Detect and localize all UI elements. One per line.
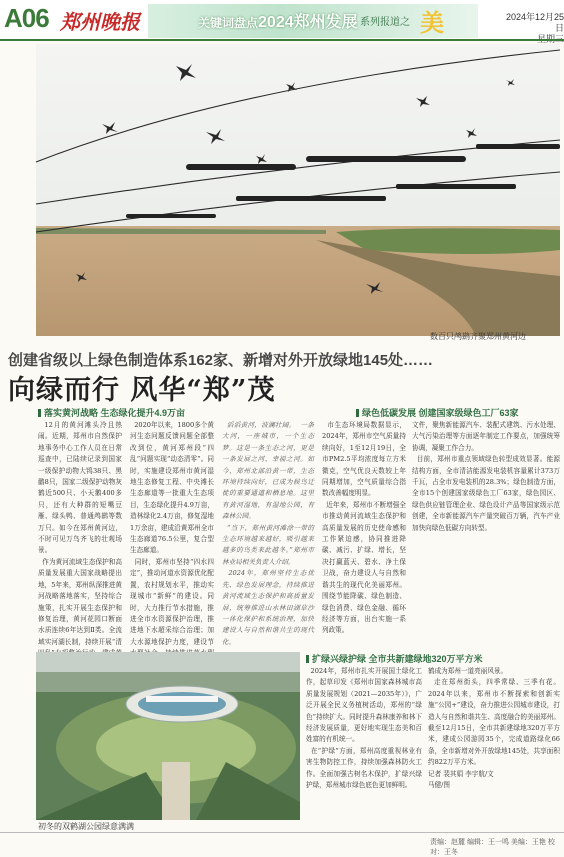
hero-photo xyxy=(36,44,560,336)
article-column-5: 文件，聚焦新能源汽车、装配式建筑、污水处理、大气污染治理等方面逐年制定工作要点，加强统筹协调，凝聚工作合力。 目前，郑州市重点领域绿色转型成效显著。能源结构方面，全市清洁能源发电装机容量累计373万千瓦，占全市发电装机的28.3%；绿色制造方面，全市15个创建国家级绿色工厂63家，绿色园区、绿色供应链管理企业、绿色设计产品等国家级示范创建，全市新能源汽车产量突破百万辆，汽车产业加快向绿色低碳方向转型。 xyxy=(412,421,560,532)
section-marker xyxy=(356,409,359,417)
section-title-text: 扩绿兴绿护绿 全市共新建绿地320万平方米 xyxy=(312,654,483,664)
article-column-2: 2020年以来，1800多个黄河生态问题反馈问题全部整改到位，黄河郑州段“四乱”问题实现“动态清零”。同时，实施建设郑州市黄河湿地生态修复工程、中央滩长生态廊道等一批重大生态项目，生态绿化提升4.9万亩，造林绿化2.4万亩，修复湿地1万余亩，建成沿黄郑州全市生态廊道76.5公里，复合型生态廊道。 同时，郑州市坚持“四水四定”，推动河道水资源优化配置，农村规划水平，推动实现城市“新鲜”的建设。同时，大力推行节水措施，推进全市水资源保护治理，推进地下水超采综合治理；加大水源地保护力度，建设节 xyxy=(130,421,214,646)
section-title-text: 落实黄河战略 生态绿化提升4.9万亩 xyxy=(44,408,186,418)
page-number: A06 xyxy=(4,3,49,33)
park-photo xyxy=(36,652,300,820)
kicker-main: 2024郑州发展 xyxy=(258,14,358,31)
article-column-7: 鹤成为郑州一道亮丽风景。 走在郑州街头，四季常绿、三季有花。2024年以来，郑州市不断探索和创新实施“公园+”建设，奋力推进公园城市建设，打造人与自然和谐共生、高度融合的美丽郑州。截至12月15日，全市共新建绿地320万平方米，建成公园游园35个，完成道路绿化66条，全市新增对外开放绿地145处，共享面积约822万平方米。 记者 裴其娟 李宇航/文 马健/图 xyxy=(428,667,560,790)
header-rule xyxy=(0,39,564,41)
section-marker xyxy=(306,655,309,663)
article-column-4: 市生态环境局数据显示，2024年，郑州市空气质量持续向好，1至12月19日，全市PM2.5平均浓度每立方米微克，空气优良天数较上年同期增加，空气质量综合指数改善幅度明显。 近年来，郑州市不断增强全市推动黄河流域生态保护和高质量发展的历史使命感和工作紧迫感，协同推进降碳、减污、扩绿、增长，坚决打赢蓝天、碧水、净土保卫战，奋力建设人与自然和谐共生的现代化美丽郑州。围绕节能降碳、绿色制造、绿色消费、绿色金融、循环经济等方面，出台实施一系列政策。 xyxy=(322,421,406,635)
date-text: 2024年12月25日 xyxy=(505,12,564,33)
park-aerial-illustration xyxy=(36,652,300,820)
section-title-lowcarbon xyxy=(356,406,519,419)
page-header xyxy=(0,0,564,40)
article-column-6: 2024年，郑州市扎实开展国土绿化工作，起草印发《郑州市国家森林城市高质量发展规划（2021—2035年）》，广泛开展全民义务植树活动，郑州的“绿色”持续扩大。同时提升森林康养和林下经济发展质量，更好地实现生态美和百姓富的有机统一。 在“护绿”方面，郑州高度重视林业有害生物防控工作，持续加强森林防火工作。全面加强古树名木保护，扩绿兴绿护绿，郑州城市绿色底色更加鲜明。 xyxy=(306,667,422,790)
section-title-ecology xyxy=(38,406,185,419)
series-word: 美 xyxy=(420,8,444,37)
page-footer xyxy=(0,832,564,856)
hero-caption: 数百只鸬鹚齐聚郑州黄河边 xyxy=(430,332,526,341)
sub-headline: 创建省级以上绿色制造体系162家、新增对外开放绿地145处…… xyxy=(8,352,434,369)
editor-credits: 责编：赵麓 编辑：王一鸣 美编：王艳 校对：王冬 xyxy=(430,839,555,856)
side-decoration xyxy=(0,44,34,644)
section-marker xyxy=(38,409,41,417)
article-column-1: 12月的黄河滩头冷且热闹。近期，郑州市自然保护地事务中心工作人员在日常巡查中，已陆续记录到国家一级保护动物大鸨38只、黑鹳8只，国家二级保护动物灰鹤近500只、小天鹅400多只，还有大种群的短嘴豆雁、绿头鸭、普通鸬鹚等数万只。如今在郑州黄河边，不时可见万鸟齐飞的壮观场景。 作为黄河流域生态保护和高质量发展重大国家战略提出地，5年来，郑州纵深推进黄河战略落地落实，坚持综合施策，扎实开展生态保护和修复治理，黄河花园口断面水质连续6年达到Ⅱ类。全流域实河湖长制，持续开展“清 xyxy=(38,421,122,646)
series-kicker xyxy=(198,9,358,32)
main-headline: 向绿而行 风华“郑”茂 xyxy=(8,375,276,406)
series-label: 系列报道之 xyxy=(360,17,410,28)
article-column-3: 滔滔黄河，波澜壮阔。 一条大河，一座城市，一个生态梦。这是一条生态之河，更是一条发展之河、幸福之河。如今，郑州北部沿黄一带，生态环境持续向好，已成为候鸟迁徙的重要通道和栖息地。这里有黄河湿地，有湿地公园，有森林公园。 “当下，郑州黄河滩涂一带的生态环境越来越好，吸引越来越多的鸟类来此越冬。”郑州市林业局相关负责人介绍。 2024年，郑州坚持生态优先、绿色发展理念，持续推进黄河流域生态保护和高质量发展，统筹推进山水林田湖草沙一体化保护和系统治理，加快建设人与自然和谐共生的现代化。 xyxy=(222,421,315,646)
paper-logo: 郑州晚报 xyxy=(60,10,140,34)
park-caption: 初冬的双鹤湖公园绿意满满 xyxy=(38,822,134,831)
kicker-prefix: 关键词盘点 xyxy=(198,16,259,30)
cormorants-river-illustration xyxy=(36,44,560,336)
section-title-text: 绿色低碳发展 创建国家级绿色工厂63家 xyxy=(362,408,519,418)
section-title-greening xyxy=(306,652,483,665)
